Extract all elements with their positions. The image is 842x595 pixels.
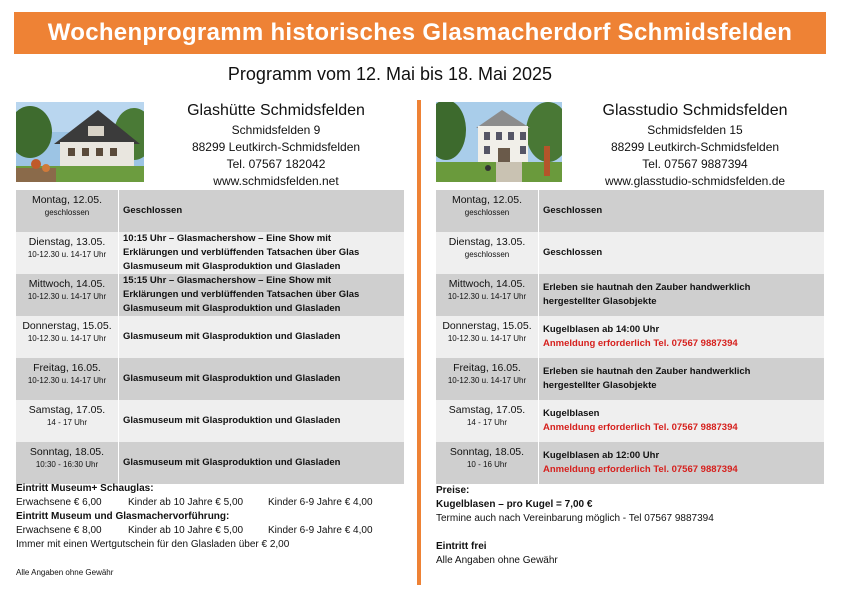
- description-line: hergestellter Glasobjekte: [543, 296, 657, 307]
- price-heading-vorfuehrung: Eintritt Museum und Glasmachervorführung:: [16, 511, 230, 522]
- description-line: Kugelblasen ab 14:00 Uhr: [543, 324, 660, 335]
- description-line: Erklärungen und verblüffenden Tatsachen über Glas: [123, 247, 360, 258]
- schedule-description: [538, 190, 824, 232]
- schedule-row: [436, 358, 824, 400]
- schedule-row: [436, 232, 824, 274]
- schedule-description: [538, 274, 824, 316]
- schedule-day: [436, 190, 538, 232]
- price-adult: Erwachsene € 8,00: [16, 525, 102, 536]
- opening-hours: geschlossen: [464, 208, 510, 217]
- glashuette-website[interactable]: www.schmidsfelden.net: [213, 174, 339, 188]
- description-line: Glasmuseum mit Glasproduktion und Glasladen: [123, 457, 341, 468]
- price-child-10: Kinder ab 10 Jahre € 5,00: [128, 497, 244, 508]
- description-line: 15:15 Uhr – Glasmachershow – Eine Show mit: [123, 275, 332, 286]
- schedule-day: [436, 442, 538, 484]
- schedule-row: [436, 274, 824, 316]
- price-child-6-9: Kinder 6-9 Jahre € 4,00: [268, 497, 373, 508]
- schedule-description: [118, 442, 404, 484]
- day-label: Freitag, 16.05.: [33, 362, 101, 374]
- schedule-day: [436, 400, 538, 442]
- day-label: Samstag, 17.05.: [448, 404, 526, 416]
- opening-hours: 10-12.30 u. 14-17 Uhr: [27, 250, 107, 259]
- disclaimer: Alle Angaben ohne Gewähr: [436, 555, 558, 566]
- opening-hours: 10-12.30 u. 14-17 Uhr: [27, 334, 107, 343]
- schedule-day: [436, 316, 538, 358]
- schedule-day: [16, 358, 118, 400]
- opening-hours: 10 - 16 Uhr: [466, 460, 508, 469]
- description-line: Glasmuseum mit Glasproduktion und Glasladen: [123, 415, 341, 426]
- day-label: Mittwoch, 14.05.: [28, 278, 106, 290]
- description-line: Kugelblasen ab 12:00 Uhr: [543, 450, 660, 461]
- schedule-day: [16, 400, 118, 442]
- opening-hours: 10-12.30 u. 14-17 Uhr: [27, 376, 107, 385]
- schedule-day: [16, 274, 118, 316]
- venue-glasstudio: [436, 102, 824, 186]
- glasstudio-city: 88299 Leutkirch-Schmidsfelden: [610, 140, 780, 154]
- day-label: Sonntag, 18.05.: [29, 446, 105, 458]
- description-line: Erklärungen und verblüffenden Tatsachen über Glas: [123, 289, 360, 300]
- disclaimer: Alle Angaben ohne Gewähr: [16, 568, 114, 577]
- description-line: Glasmuseum mit Glasproduktion und Glasladen: [123, 303, 341, 314]
- price-row-schauglas: [16, 496, 416, 510]
- glasstudio-name: Glasstudio Schmidsfelden: [602, 102, 788, 119]
- glashuette-name: Glashütte Schmidsfelden: [187, 102, 365, 119]
- description-line: Glasmuseum mit Glasproduktion und Glasladen: [123, 331, 341, 342]
- schedule-row: [16, 400, 404, 442]
- schedule-description: [118, 400, 404, 442]
- day-label: Samstag, 17.05.: [28, 404, 106, 416]
- schedule-row: [436, 316, 824, 358]
- schedule-day: [16, 316, 118, 358]
- description-line: hergestellter Glasobjekte: [543, 380, 657, 391]
- glasstudio-address: [566, 100, 824, 190]
- glashuette-street: Schmidsfelden 9: [231, 123, 321, 137]
- voucher-note: Immer mit einen Wertgutschein für den Glasladen über € 2,00: [16, 539, 290, 550]
- price-child-10: Kinder ab 10 Jahre € 5,00: [128, 525, 244, 536]
- schedule-row: [16, 316, 404, 358]
- glasstudio-schedule: [436, 190, 824, 484]
- glashuette-photo: [16, 102, 144, 182]
- price-kugelblasen: Kugelblasen – pro Kugel = 7,00 €: [436, 499, 593, 510]
- glashuette-prices: [16, 482, 416, 580]
- opening-hours: 10-12.30 u. 14-17 Uhr: [447, 376, 527, 385]
- description-line: Erleben sie hautnah den Zauber handwerklich: [543, 366, 751, 377]
- schedule-row: [436, 400, 824, 442]
- schedule-row: [16, 442, 404, 484]
- day-label: Montag, 12.05.: [31, 194, 103, 206]
- schedule-row: [16, 358, 404, 400]
- day-label: Donnerstag, 15.05.: [442, 320, 532, 332]
- description-line: Kugelblasen: [543, 408, 600, 419]
- schedule-day: [436, 358, 538, 400]
- day-label: Montag, 12.05.: [451, 194, 523, 206]
- schedule-description: [538, 358, 824, 400]
- opening-hours: 10:30 - 16:30 Uhr: [35, 460, 99, 469]
- schedule-day: [16, 442, 118, 484]
- schedule-description: [118, 190, 404, 232]
- day-label: Mittwoch, 14.05.: [448, 278, 526, 290]
- registration-note: Anmeldung erforderlich Tel. 07567 9887394: [543, 422, 738, 433]
- schedule-day: [16, 232, 118, 274]
- schedule-row: [16, 274, 404, 316]
- schedule-description: [538, 400, 824, 442]
- description-line: 10:15 Uhr – Glasmachershow – Eine Show mit: [123, 233, 332, 244]
- glasstudio-photo: [436, 102, 564, 182]
- day-label: Freitag, 16.05.: [453, 362, 521, 374]
- day-label: Dienstag, 13.05.: [28, 236, 106, 248]
- schedule-row: [16, 190, 404, 232]
- glasstudio-street: Schmidsfelden 15: [647, 123, 743, 137]
- schedule-day: [16, 190, 118, 232]
- price-child-6-9: Kinder 6-9 Jahre € 4,00: [268, 525, 373, 536]
- schedule-description: [118, 316, 404, 358]
- venue-glashuette: [16, 102, 404, 186]
- schedule-description: [538, 442, 824, 484]
- glashuette-schedule: [16, 190, 404, 484]
- opening-hours: 14 - 17 Uhr: [466, 418, 508, 427]
- day-label: Dienstag, 13.05.: [448, 236, 526, 248]
- schedule-day: [436, 232, 538, 274]
- glashuette-city: 88299 Leutkirch-Schmidsfelden: [191, 140, 361, 154]
- schedule-description: [538, 316, 824, 358]
- opening-hours: 10-12.30 u. 14-17 Uhr: [27, 292, 107, 301]
- price-row-vorfuehrung: [16, 524, 416, 538]
- schedule-row: [436, 442, 824, 484]
- schedule-row: [436, 190, 824, 232]
- opening-hours: 10-12.30 u. 14-17 Uhr: [447, 334, 527, 343]
- registration-note: Anmeldung erforderlich Tel. 07567 9887394: [543, 464, 738, 475]
- schedule-day: [436, 274, 538, 316]
- glasstudio-website[interactable]: www.glasstudio-schmidsfelden.de: [604, 174, 786, 188]
- glasstudio-phone: Tel. 07567 9887394: [642, 157, 748, 171]
- schedule-description: [118, 358, 404, 400]
- free-entry: Eintritt frei: [436, 541, 487, 552]
- price-heading: Preise:: [436, 485, 470, 496]
- registration-note: Anmeldung erforderlich Tel. 07567 9887394: [543, 338, 738, 349]
- schedule-description: [118, 274, 404, 316]
- glasstudio-building-image: [436, 102, 562, 182]
- page-title-banner: Wochenprogramm historisches Glasmacherdorf Schmidsfelden: [14, 12, 826, 54]
- day-label: Sonntag, 18.05.: [449, 446, 525, 458]
- description-line: Erleben sie hautnah den Zauber handwerklich: [543, 282, 751, 293]
- description-line: Geschlossen: [543, 247, 603, 258]
- appointment-note: Termine auch nach Vereinbarung möglich - Tel 07567 9887394: [436, 513, 714, 524]
- glashuette-building-image: [16, 102, 144, 182]
- price-heading-schauglas: Eintritt Museum+ Schauglas:: [16, 483, 154, 494]
- opening-hours: 14 - 17 Uhr: [46, 418, 88, 427]
- program-period: Programm vom 12. Mai bis 18. Mai 2025: [227, 64, 553, 84]
- description-line: Glasmuseum mit Glasproduktion und Glasladen: [123, 261, 341, 272]
- schedule-row: [16, 232, 404, 274]
- price-adult: Erwachsene € 6,00: [16, 497, 102, 508]
- description-line: Geschlossen: [543, 205, 603, 216]
- description-line: Glasmuseum mit Glasproduktion und Glasladen: [123, 373, 341, 384]
- opening-hours: geschlossen: [464, 250, 510, 259]
- glashuette-phone: Tel. 07567 182042: [226, 157, 326, 171]
- opening-hours: geschlossen: [44, 208, 90, 217]
- schedule-description: [538, 232, 824, 274]
- opening-hours: 10-12.30 u. 14-17 Uhr: [447, 292, 527, 301]
- schedule-description: [118, 232, 404, 274]
- glashuette-address: [148, 100, 404, 190]
- day-label: Donnerstag, 15.05.: [22, 320, 112, 332]
- glasstudio-prices: [436, 484, 826, 568]
- column-divider: [417, 100, 421, 585]
- description-line: Geschlossen: [123, 205, 183, 216]
